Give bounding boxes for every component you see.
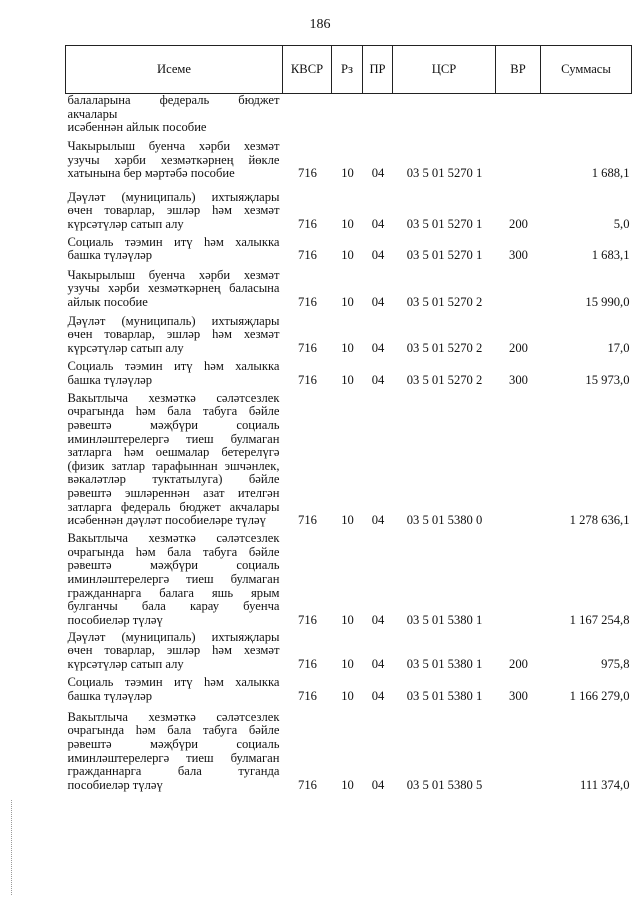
row-vr [496, 705, 541, 794]
row-vr [496, 94, 541, 137]
row-sum: 111 374,0 [580, 777, 630, 792]
row-kvsr [283, 94, 332, 137]
row-vr: 300 [509, 688, 528, 703]
row-sum: 5,0 [613, 216, 630, 231]
header-name: Исеме [66, 46, 283, 94]
row-kvsr: 716 [298, 513, 317, 528]
row-pr [363, 94, 393, 137]
table-row [66, 673, 632, 705]
row-csr: 03 5 01 5380 1 [406, 688, 483, 703]
row-pr: 04 [371, 216, 385, 231]
row-rz: 10 [341, 248, 354, 263]
row-name-line: өчен товарлар, эшләр һәм хезмәт [67, 327, 280, 342]
row-csr: 03 5 01 5270 2 [406, 294, 483, 309]
row-csr: 03 5 01 5270 1 [406, 166, 483, 181]
row-name-line: иминләштерелергә тиеш булмаган [67, 431, 280, 446]
row-kvsr: 716 [298, 216, 317, 231]
row-rz: 10 [341, 294, 354, 309]
row-csr: 03 5 01 5270 2 [406, 341, 483, 355]
row-rz: 10 [341, 612, 354, 627]
row-pr: 04 [371, 688, 385, 703]
row-pr: 04 [371, 166, 385, 181]
table-row [66, 311, 632, 357]
row-vr [496, 136, 541, 182]
row-kvsr: 716 [298, 294, 317, 309]
header-sum: Суммасы [541, 46, 632, 94]
row-name-line: исәбеннән айлык пособие [67, 120, 207, 135]
row-vr: 300 [509, 372, 528, 387]
row-name-line: Вакытлыча хезмәткә сәләтсезлек [67, 709, 280, 724]
row-name-line: Дәүләт (муниципаль) ихтыяҗлары [67, 313, 280, 328]
row-name-line: вәкаләтләр туктатылуга) бәйле [67, 472, 280, 487]
header-pr: ПР [363, 46, 393, 94]
row-name-line: өчен товарлар, эшләр һәм хезмәт [67, 643, 280, 658]
row-name-line: гражданнарга балага яшь ярым [67, 585, 280, 600]
row-name-line: Вакытлыча хезмәткә сәләтсезлек [67, 390, 280, 405]
row-name-line: затларга һәм оешмалар бетерелүгә [67, 445, 280, 460]
row-pr: 04 [371, 372, 385, 387]
row-pr: 04 [371, 612, 385, 627]
row-name-line: өчен товарлар, эшләр һәм хезмәт [67, 203, 280, 218]
header-rz: Рз [332, 46, 363, 94]
row-vr: 300 [509, 248, 528, 263]
row-name [66, 183, 283, 233]
row-name-line: рәвештә мәҗбүри социаль [67, 737, 280, 752]
table-row [66, 529, 632, 629]
row-sum [541, 94, 632, 137]
row-name-line: башка түләүләр [67, 248, 153, 263]
row-name-line: хатынына бер мәртәбә пособие [67, 166, 235, 181]
row-name [66, 265, 283, 311]
row-pr: 04 [371, 294, 385, 309]
row-name [66, 94, 283, 137]
row-name [66, 357, 283, 389]
row-name [66, 673, 283, 705]
row-rz [332, 94, 363, 137]
row-name-line: рәвештә эшләреннән азат ителгән [67, 485, 280, 500]
row-csr [393, 94, 496, 137]
row-rz: 10 [341, 372, 354, 387]
row-sum: 15 990,0 [585, 294, 630, 309]
row-kvsr: 716 [298, 612, 317, 627]
row-name-line: рәвештә мәҗбүри социаль [67, 558, 280, 573]
row-csr: 03 5 01 5380 1 [406, 657, 483, 672]
table-row [66, 233, 632, 265]
row-name [66, 705, 283, 794]
row-name [66, 136, 283, 182]
table-row [66, 357, 632, 389]
row-kvsr: 716 [298, 248, 317, 263]
row-name-line: рәвештә мәҗбүри социаль [67, 417, 280, 432]
row-rz: 10 [341, 688, 354, 703]
row-sum: 1 278 636,1 [569, 513, 630, 528]
row-pr: 04 [371, 513, 385, 528]
row-name [66, 529, 283, 629]
row-name-line: Социаль тәэмин итү һәм халыкка [67, 234, 280, 249]
row-csr: 03 5 01 5380 5 [406, 777, 483, 792]
row-name-line: күрсәтүләр сатып алу [67, 341, 184, 355]
row-vr [496, 529, 541, 629]
row-csr: 03 5 01 5270 1 [406, 248, 483, 263]
table-row [66, 94, 632, 137]
table-header [66, 46, 632, 94]
table-row [66, 629, 632, 673]
row-name-line: Вакытлыча хезмәткә сәләтсезлек [67, 531, 280, 546]
row-sum: 17,0 [607, 341, 630, 355]
row-rz: 10 [341, 341, 354, 355]
row-name-line: Чакырылыш буенча хәрби хезмәт [67, 139, 280, 154]
header-vr: ВР [496, 46, 541, 94]
row-pr: 04 [371, 777, 385, 792]
row-name-line: (физик затлар тарафыннан эшчәнлек, [67, 458, 280, 473]
row-vr: 200 [509, 216, 528, 231]
row-vr: 200 [509, 657, 528, 672]
row-csr: 03 5 01 5270 2 [406, 372, 483, 387]
table-row [66, 389, 632, 529]
row-name-line: башка түләүләр [67, 372, 153, 387]
row-vr [496, 389, 541, 529]
row-name-line: очрагында һәм бала табуга бәйле [67, 723, 280, 738]
row-kvsr: 716 [298, 657, 317, 672]
row-kvsr: 716 [298, 688, 317, 703]
row-name-line: очрагында һәм бала табуга бәйле [67, 544, 280, 559]
page-number: 186 [309, 17, 331, 32]
row-sum: 1 688,1 [591, 166, 630, 181]
row-name-line: Дәүләт (муниципаль) ихтыяҗлары [67, 189, 280, 204]
row-pr: 04 [371, 341, 385, 355]
row-rz: 10 [341, 657, 354, 672]
row-vr: 200 [509, 341, 528, 355]
row-name-line: исәбеннән дәүләт пособиеләре түләү [67, 513, 266, 528]
row-csr: 03 5 01 5380 0 [406, 513, 483, 528]
row-name-line: Дәүләт (муниципаль) ихтыяҗлары [67, 629, 280, 644]
row-name-line: пособиеләр түләү [67, 612, 163, 627]
row-name-line: балаларына федераль бюджет акчалары [67, 93, 280, 121]
row-name [66, 233, 283, 265]
table-row [66, 136, 632, 182]
row-pr: 04 [371, 248, 385, 263]
row-sum: 1 167 254,8 [569, 612, 630, 627]
row-kvsr: 716 [298, 372, 317, 387]
row-name-line: узучы хәрби хезмәткәрнең йөкле [67, 152, 280, 167]
row-name-line: күрсәтүләр сатып алу [67, 657, 184, 672]
row-name [66, 311, 283, 357]
table-body [66, 94, 632, 794]
row-rz: 10 [341, 777, 354, 792]
budget-table [65, 45, 632, 794]
row-name-line: иминләштерелергә тиеш булмаган [67, 750, 280, 765]
table-row [66, 705, 632, 794]
row-rz: 10 [341, 216, 354, 231]
row-name-line: айлык пособие [67, 294, 148, 309]
row-name-line: иминләштерелергә тиеш булмаган [67, 572, 280, 586]
row-name-line: башка түләүләр [67, 688, 153, 703]
table-row [66, 265, 632, 311]
row-sum: 975,8 [601, 657, 630, 672]
row-kvsr: 716 [298, 777, 317, 792]
row-rz: 10 [341, 513, 354, 528]
row-sum: 1 166 279,0 [569, 688, 630, 703]
header-csr: ЦСР [393, 46, 496, 94]
row-kvsr: 716 [298, 341, 317, 355]
row-name-line: күрсәтүләр сатып алу [67, 216, 184, 231]
row-pr: 04 [371, 657, 385, 672]
row-name-line: узучы хәрби хезмәткәрнең баласына [67, 281, 280, 296]
row-csr: 03 5 01 5270 1 [406, 216, 483, 231]
header-kvsr: КВСР [283, 46, 332, 94]
row-sum: 15 973,0 [585, 372, 630, 387]
row-name-line: гражданнарга бала туганда [67, 764, 280, 779]
row-sum: 1 683,1 [591, 248, 630, 263]
row-kvsr: 716 [298, 166, 317, 181]
row-name-line: булганчы бала карау буенча [67, 599, 280, 614]
row-name [66, 389, 283, 529]
margin-dots [11, 800, 13, 895]
row-name-line: Социаль тәэмин итү һәм халыкка [67, 675, 280, 690]
row-name-line: Социаль тәэмин итү һәм халыкка [67, 359, 280, 374]
row-name [66, 629, 283, 673]
row-name-line: очрагында һәм бала табуга бәйле [67, 404, 280, 419]
table-row [66, 183, 632, 233]
row-vr [496, 265, 541, 311]
row-rz: 10 [341, 166, 354, 181]
row-name-line: затларга федераль бюджет акчалары [67, 499, 280, 514]
row-name-line: пособиеләр түләү [67, 777, 163, 792]
row-csr: 03 5 01 5380 1 [406, 612, 483, 627]
row-name-line: Чакырылыш буенча хәрби хезмәт [67, 267, 280, 282]
